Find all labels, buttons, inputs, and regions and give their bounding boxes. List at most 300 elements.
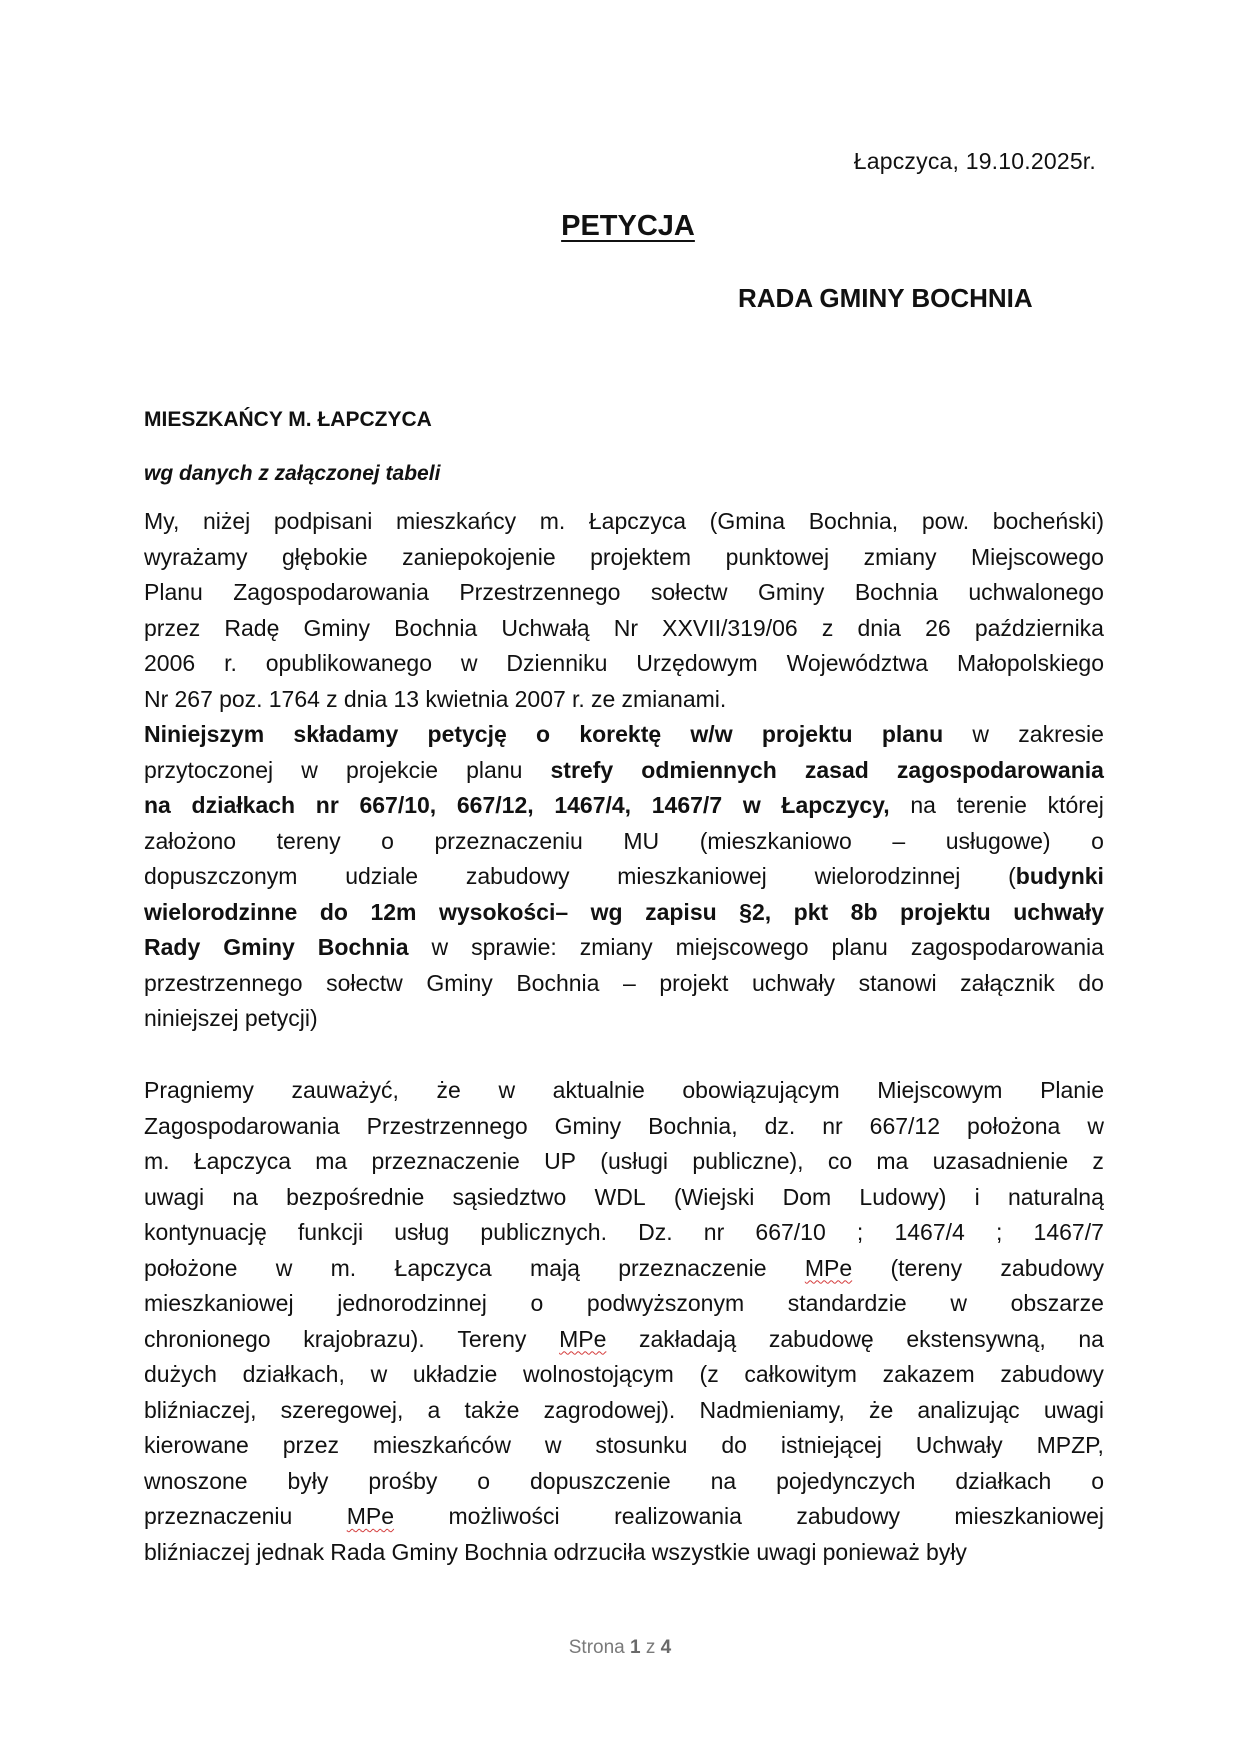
word [579, 717, 661, 753]
text: (mieszkaniowo [699, 827, 852, 854]
text: mają [530, 1254, 580, 1281]
word [676, 930, 809, 966]
word [815, 859, 961, 895]
word [223, 930, 295, 966]
word: kwietnia [425, 685, 509, 712]
text-line [144, 1215, 1104, 1251]
text: niniejszej [144, 1005, 239, 1031]
word: MPZP, [1036, 1432, 1104, 1458]
word [303, 1322, 424, 1358]
date-line: Łapczyca, 19.10.2025r. [853, 148, 1096, 174]
word: dnia [343, 685, 388, 712]
word: Planu [144, 579, 203, 605]
word: 26 [925, 614, 951, 641]
word [276, 1251, 293, 1287]
text: do [1078, 969, 1104, 996]
word: ponieważ [822, 1538, 920, 1565]
text: o [381, 827, 394, 854]
word: standardzie [787, 1290, 907, 1316]
text-line [144, 824, 1104, 860]
spellcheck-flagged-word: MPe [346, 1503, 395, 1529]
word: bocheński) [992, 508, 1104, 534]
footer-current-page: 1 [630, 1637, 641, 1658]
text: w [301, 756, 318, 783]
text: zakładają [639, 1325, 737, 1352]
text-line [144, 1322, 1104, 1358]
text-line [144, 788, 1104, 824]
text: zabudowy [465, 863, 570, 889]
text: usługowe) [945, 827, 1051, 854]
text-line [144, 611, 1104, 647]
word: r. [224, 650, 237, 676]
word: Urzędowym [636, 650, 758, 676]
word: wszystkie [651, 1538, 751, 1565]
word: podwyższonym [586, 1290, 745, 1316]
word [900, 895, 991, 931]
text: zabudowy [1000, 1254, 1104, 1281]
word: mieszkaniowej [144, 1290, 294, 1316]
word: Dom [782, 1183, 832, 1210]
word: wnoszone [144, 1467, 248, 1494]
text: terenie [956, 792, 1027, 818]
text-line [144, 1535, 1104, 1571]
bold-text: w [742, 792, 761, 818]
text: stanowi [858, 969, 937, 996]
word [617, 859, 767, 895]
word [781, 788, 889, 824]
word: kontynuację [144, 1219, 267, 1245]
bold-text: budynki [1015, 863, 1104, 889]
word [618, 1251, 766, 1287]
word [448, 1499, 559, 1535]
word [690, 717, 732, 753]
word: publiczne), [692, 1148, 804, 1174]
word: ; [856, 1219, 864, 1245]
word [428, 717, 507, 753]
text: przeznaczeniu [144, 1503, 293, 1529]
word [466, 753, 522, 789]
word [946, 824, 1051, 860]
bold-text: działkach [191, 792, 296, 818]
text: w [275, 1254, 293, 1281]
word [892, 824, 905, 860]
word: Bochnia [854, 579, 938, 605]
bold-text: Bochnia [317, 934, 409, 960]
text: projekt [659, 969, 729, 996]
word: 1764 [268, 685, 320, 712]
word [471, 930, 557, 966]
word: co [827, 1148, 853, 1174]
word: 1467/4 [894, 1219, 965, 1245]
word: z [1092, 1148, 1104, 1174]
word: o [477, 1467, 491, 1494]
word: były [926, 1538, 967, 1565]
word: nr [822, 1112, 843, 1139]
text: założono [144, 827, 237, 854]
word [316, 788, 339, 824]
text-line [144, 895, 1104, 931]
paragraph-petition-request [144, 717, 1104, 1037]
word [144, 753, 273, 789]
bold-text: petycję [427, 721, 507, 747]
word: Rada [330, 1538, 386, 1565]
word: przez [144, 614, 201, 641]
word: Gminy [303, 614, 370, 641]
word: Uchwały [915, 1432, 1003, 1458]
bold-text: uchwały [1013, 898, 1104, 925]
text: zabudowę [768, 1325, 874, 1352]
word [851, 895, 878, 931]
word: Planie [1040, 1077, 1104, 1103]
word: dużych [144, 1361, 217, 1387]
text-line [144, 1357, 1104, 1393]
word: 1467/7 [1033, 1219, 1104, 1245]
word [910, 788, 936, 824]
word [318, 930, 409, 966]
word: dz. [764, 1112, 796, 1139]
bold-text: 667/10, [359, 792, 437, 818]
word: opublikowanego [265, 650, 432, 676]
text: planu [831, 934, 888, 960]
word [457, 1322, 526, 1358]
text: której [1047, 792, 1104, 818]
text-line [144, 682, 1104, 718]
text: Tereny [457, 1325, 527, 1352]
word [331, 1251, 357, 1287]
word [882, 717, 943, 753]
word [144, 930, 200, 966]
text: zakresie [1018, 721, 1104, 747]
word: Zagospodarowania [233, 579, 429, 605]
word [144, 966, 303, 1002]
word: głębokie [282, 543, 368, 570]
word: (Wiejski [673, 1183, 755, 1210]
word [536, 717, 550, 753]
word: zauważyć, [291, 1077, 399, 1103]
word [347, 1499, 394, 1535]
word: Zagospodarowania [144, 1112, 340, 1139]
word: Gminy [391, 1538, 458, 1565]
word [1018, 717, 1104, 753]
text: petycji) [244, 1005, 318, 1031]
word [960, 966, 1055, 1002]
footer-total-pages: 4 [660, 1637, 672, 1658]
bold-text: strefy [550, 756, 614, 783]
word [1000, 1251, 1104, 1287]
word: analizując [917, 1396, 1020, 1423]
word: 667/12 [869, 1112, 941, 1139]
paragraph-current-plan [144, 1073, 1104, 1570]
word [516, 966, 599, 1002]
word: sołectw [650, 579, 728, 605]
word: jednorodzinnej [337, 1290, 487, 1316]
text-line [144, 930, 1104, 966]
word [277, 824, 341, 860]
word [293, 717, 398, 753]
bold-text: nr [315, 792, 339, 818]
word: w [544, 1432, 562, 1458]
word [144, 1499, 292, 1535]
word: w [950, 1290, 967, 1316]
word: WDL [594, 1183, 646, 1210]
word [144, 788, 171, 824]
word: jednak [256, 1538, 325, 1565]
sender-note: wg danych z załączonej tabeli [144, 462, 441, 485]
word: działkach [955, 1467, 1052, 1494]
text-line [144, 1251, 1104, 1287]
word [796, 1499, 900, 1535]
text: o [1091, 827, 1104, 854]
word: położona [966, 1112, 1061, 1139]
word: 13 [393, 685, 420, 712]
word [1078, 1322, 1104, 1358]
text: m. [330, 1254, 357, 1281]
text: – [892, 827, 906, 854]
text-line [144, 1464, 1104, 1500]
word [346, 753, 438, 789]
text: krajobrazu). [303, 1325, 425, 1352]
text: na [910, 792, 936, 818]
word: punktowej [725, 543, 830, 570]
text-line [144, 646, 1104, 682]
word: nr [703, 1219, 725, 1245]
text: sołectw [326, 969, 403, 996]
text: – [623, 969, 636, 996]
word [954, 1499, 1104, 1535]
word [466, 859, 570, 895]
word: także [464, 1396, 520, 1423]
word: i [974, 1183, 980, 1210]
word: zmianami. [621, 685, 727, 712]
word: funkcji [297, 1219, 364, 1245]
word [645, 895, 717, 931]
bold-text: Gminy [223, 934, 295, 960]
word: zabudowy [1000, 1361, 1104, 1387]
word: wyrażamy [144, 543, 248, 570]
bold-text: Rady [144, 934, 201, 960]
word: uzasadnienie [932, 1148, 1069, 1174]
word: Województwa [786, 650, 929, 676]
word [972, 717, 989, 753]
word [752, 966, 835, 1002]
word: ma [315, 1148, 348, 1174]
word: Pragniemy [144, 1077, 254, 1103]
word [1078, 966, 1104, 1002]
word: Bochnia [464, 1538, 548, 1565]
word: z [821, 614, 834, 641]
word: uwagi [756, 1538, 817, 1565]
word [580, 930, 653, 966]
bold-text: wysokości– [439, 898, 569, 925]
word: 2006 [144, 650, 196, 676]
word: naturalną [1007, 1183, 1104, 1210]
word: dnia [857, 614, 901, 641]
word: października [974, 614, 1104, 641]
text-line [144, 1393, 1104, 1429]
bold-text: 667/12, [456, 792, 534, 818]
word [897, 753, 1104, 789]
word: zmiany [863, 543, 937, 570]
text: położone [144, 1254, 238, 1281]
word: w [370, 1361, 388, 1387]
word: że [868, 1396, 894, 1423]
text: Bochnia [516, 969, 600, 996]
bold-text: projektu [900, 898, 991, 925]
word [1091, 824, 1104, 860]
word: przez [282, 1432, 339, 1458]
bold-text: 8b [850, 898, 878, 925]
text-line [144, 1499, 1104, 1535]
word [1008, 859, 1104, 895]
text-line [144, 540, 1104, 576]
word [370, 895, 416, 931]
word: niżej [202, 508, 251, 534]
text: Gminy [426, 969, 493, 996]
word: o [1091, 1467, 1104, 1494]
word: publicznych. [480, 1219, 607, 1245]
text-line [144, 1286, 1104, 1322]
word [144, 1322, 271, 1358]
word [614, 1499, 742, 1535]
word: projektem [590, 543, 692, 570]
word: na [232, 1183, 258, 1210]
word [144, 824, 236, 860]
text-line [144, 504, 1104, 540]
paragraph-intro [144, 504, 1104, 717]
word [906, 1322, 1045, 1358]
text-line [144, 575, 1104, 611]
word [890, 1251, 962, 1287]
bold-text: §2, [739, 898, 772, 925]
word: stosunku [595, 1432, 688, 1458]
bold-text: Niniejszym [144, 721, 265, 747]
text: przestrzennego [144, 969, 303, 996]
word [381, 824, 394, 860]
word: Ludowy) [859, 1183, 947, 1210]
word: wolnostojącym [522, 1361, 674, 1387]
word: Gminy [757, 579, 825, 605]
word [192, 788, 296, 824]
bold-text: Łapczycy, [781, 792, 890, 818]
text: Łapczyca [394, 1254, 492, 1281]
word: r. [572, 685, 585, 712]
word [762, 717, 853, 753]
word: m. [144, 1148, 170, 1174]
text: ( [1008, 863, 1016, 889]
bold-text: projektu [761, 721, 853, 747]
text: załącznik [960, 969, 1055, 996]
bold-text: wielorodzinne [144, 898, 298, 925]
word: obowiązującym [682, 1077, 840, 1103]
word: Dz. [638, 1219, 673, 1245]
word: mieszkańcy [395, 508, 517, 534]
text-line [144, 1180, 1104, 1216]
word [743, 788, 761, 824]
bold-text: wg [590, 898, 623, 925]
text: możliwości [448, 1503, 560, 1529]
text-line [144, 1001, 1104, 1037]
text: planu [466, 756, 523, 783]
word: prośby [368, 1467, 438, 1494]
text: mieszkaniowej [954, 1503, 1104, 1529]
word: aktualnie [552, 1077, 645, 1103]
word [426, 966, 492, 1002]
bold-text: o [536, 721, 551, 747]
text: zmiany [579, 934, 653, 960]
word: Nr [144, 685, 169, 712]
text: uchwały [751, 969, 836, 996]
word: My, [144, 508, 180, 534]
spellcheck-flagged-word: MPe [804, 1254, 853, 1281]
word [911, 930, 1104, 966]
word: obszarze [1010, 1290, 1104, 1316]
text-line [144, 753, 1104, 789]
word: Przestrzennego [366, 1112, 528, 1139]
word: układzie [412, 1361, 498, 1387]
word [320, 895, 348, 931]
word: Dzienniku [506, 650, 608, 676]
bold-text: do [319, 898, 348, 925]
bold-text: 1467/4, [554, 792, 632, 818]
word: bliźniaczej [144, 1538, 251, 1565]
bold-text: zagospodarowania [896, 756, 1104, 783]
word [859, 966, 937, 1002]
word: Gminy [554, 1112, 622, 1139]
text: tereny [276, 827, 341, 854]
text: ekstensywną, [906, 1325, 1046, 1352]
word: (Gmina [709, 508, 786, 534]
word: bliźniaczej, [144, 1396, 257, 1423]
footer-separator: z [645, 1637, 656, 1658]
text: przytoczonej [144, 756, 274, 783]
word: zaniepokojenie [402, 543, 556, 570]
word [144, 1001, 239, 1037]
word: pojedynczych [776, 1467, 916, 1494]
word: Bochnia [394, 614, 478, 641]
word [623, 966, 636, 1002]
word: w [1087, 1112, 1104, 1139]
word [345, 859, 418, 895]
word: uwagi [144, 1183, 205, 1210]
text: projekcie [345, 756, 439, 783]
word: w [498, 1077, 516, 1103]
word: 667/10 [755, 1219, 826, 1245]
word: XXVII/319/06 [662, 614, 798, 641]
word [245, 1001, 318, 1037]
text: w [972, 721, 990, 747]
text: zabudowy [796, 1503, 900, 1529]
bold-text: odmiennych [641, 756, 777, 783]
text: chronionego [144, 1325, 271, 1352]
word: Nadmieniamy, [699, 1396, 845, 1423]
word [435, 824, 583, 860]
word: a [427, 1396, 441, 1423]
word: zagrodowej). [543, 1396, 676, 1423]
word [957, 788, 1027, 824]
text: przeznaczenie [618, 1254, 767, 1281]
text-line [144, 1428, 1104, 1464]
text-line [144, 1109, 1104, 1145]
word: Łapczyca [193, 1148, 291, 1174]
text: miejscowego [675, 934, 809, 960]
text-line [144, 859, 1104, 895]
word [591, 895, 623, 931]
text-line [144, 1073, 1104, 1109]
page-footer [0, 1637, 1240, 1659]
word: dopuszczenie [530, 1467, 671, 1494]
word: podpisani [273, 508, 373, 534]
word: sąsiedztwo [452, 1183, 567, 1210]
